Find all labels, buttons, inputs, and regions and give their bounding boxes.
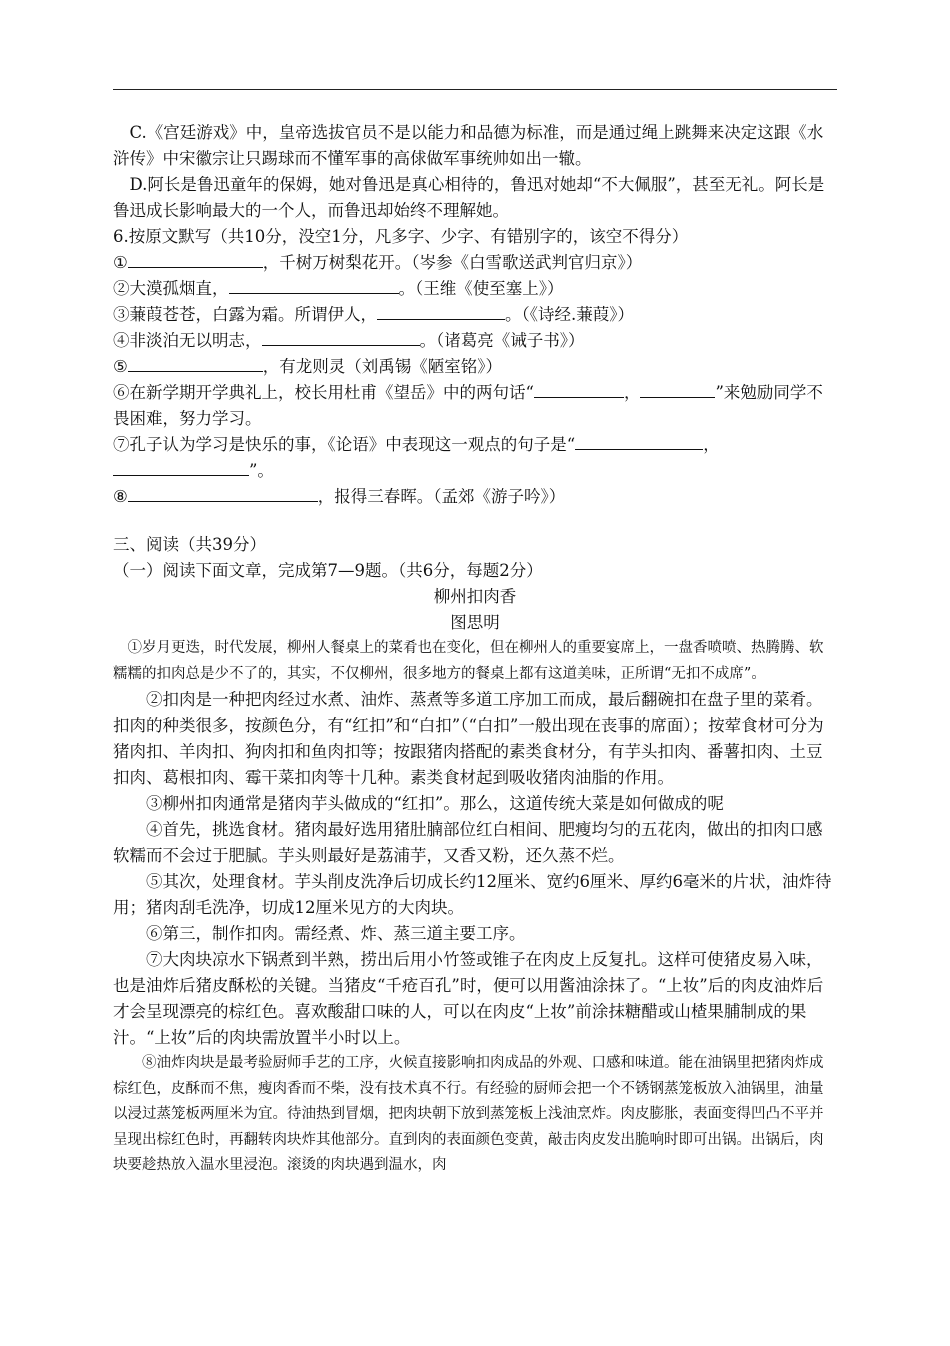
item-4-text-a: ④非淡泊无以明志，: [113, 331, 262, 350]
paragraph-2: ②扣肉是一种把肉经过水煮、油炸、蒸煮等多道工序加工而成，最后翻碗扣在盘子里的菜肴。扣肉的种类很多，按颜色分，有“红扣”和“白扣”（“白扣”一般出现在丧事的席面）；按荤食材可分为猪肉扣、羊肉扣、狗肉扣和鱼肉扣等；按跟猪肉搭配的素类食材分，有芋头扣肉、番薯扣肉、土豆扣肉、葛根扣肉、霉干菜扣肉等十几种。素类食材起到吸收猪肉油脂的作用。: [113, 690, 824, 787]
article-title: 柳州扣肉香: [433, 587, 517, 606]
item-7-comma: ，: [703, 435, 720, 454]
item-3-text-a: ③蒹葭苍苍，白露为霜。所谓伊人，: [113, 305, 377, 324]
item-5-number: ⑤: [113, 357, 128, 376]
blank-6a[interactable]: [534, 382, 624, 398]
item-7-text-c: ”。: [249, 461, 274, 480]
dictation-item-3: [113, 302, 837, 328]
blank-1[interactable]: [128, 252, 263, 268]
dictation-item-5: [113, 354, 837, 380]
item-6-comma: ，: [623, 383, 641, 402]
paragraph-4: ④首先，挑选食材。猪肉最好选用猪肚腩部位红白相间、肥瘦均匀的五花肉，做出的扣肉口感软糯而不会过于肥腻。芋头则最好是荔浦芋，又香又粉，还久蒸不烂。: [113, 820, 823, 865]
dictation-item-2: [113, 276, 837, 302]
item-6-text-c: ”来勉励同学不畏困难，努力学习。: [113, 383, 823, 428]
item-6-text-a: ⑥在新学期开学典礼上，校长用杜甫《望岳》中的两句话“: [113, 383, 534, 402]
blank-6b[interactable]: [640, 382, 715, 398]
item-1-text: ，千树万树梨花开。（岑参《白雪歌送武判官归京》）: [262, 253, 643, 272]
item-8-text: ，报得三春晖。（孟郊《游子吟》）: [317, 487, 566, 506]
blank-5[interactable]: [128, 356, 263, 372]
header-rule: [113, 89, 837, 90]
article-author: 图思明: [450, 613, 500, 632]
dictation-item-1: [113, 250, 837, 276]
blank-3[interactable]: [377, 304, 505, 320]
paragraph-1: ①岁月更迭，时代发展，柳州人餐桌上的菜肴也在变化，但在柳州人的重要宴席上，一盘香喷喷、热腾腾、软糯糯的扣肉总是少不了的，其实，不仅柳州，很多地方的餐桌上都有这道美味，正所谓“无扣不成席”。: [113, 640, 824, 682]
dictation-item-7: [113, 432, 837, 484]
dictation-item-4: [113, 328, 837, 354]
item-2-text-b: 。（王维《使至塞上》）: [398, 279, 564, 298]
paragraph-5: ⑤其次，处理食材。芋头削皮洗净后切成长约12厘米、宽约6厘米、厚约6毫米的片状，油炸待用；猪肉刮毛洗净，切成12厘米见方的大肉块。: [113, 872, 832, 917]
dictation-item-6: [113, 380, 837, 432]
paragraph-7: ⑦大肉块凉水下锅煮到半熟，捞出后用小竹签或锥子在肉皮上反复扎。这样可使猪皮易入味，也是油炸后猪皮酥松的关键。当猪皮“千疮百孔”时，便可以用酱油涂抹了。“上妆”后的肉皮油炸后才会呈现漂亮的棕红色。喜欢酸甜口味的人，可以在肉皮“上妆”前涂抹糖醋或山楂果脯制成的果汁。“上妆”后的肉块需放置半小时以上。: [113, 950, 824, 1047]
item-5-text: ，有龙则灵（刘禹锡《陋室铭》）: [262, 357, 503, 376]
blank-7a[interactable]: [575, 434, 703, 450]
option-d: D.阿长是鲁迅童年的保姆，她对鲁迅是真心相待的，鲁迅对她却“不大佩服”，甚至无礼。阿长是鲁迅成长影响最大的一个人，而鲁迅却始终不理解她。: [113, 175, 825, 220]
item-4-text-b: 。（诸葛亮《诫子书》）: [419, 331, 585, 350]
blank-7b[interactable]: [113, 460, 249, 476]
question-6-title: 6.按原文默写（共10分，没空1分，凡多字、少字、有错别字的，该空不得分）: [113, 227, 689, 246]
item-2-text-a: ②大漠孤烟直，: [113, 279, 229, 298]
item-3-text-b: 。（《诗经.蒹葭》）: [505, 305, 634, 324]
dictation-item-8: [113, 484, 837, 510]
paragraph-8: ⑧油炸肉块是最考验厨师手艺的工序，火候直接影响扣肉成品的外观、口感和味道。能在油锅里把猪肉炸成棕红色，皮酥而不焦，瘦肉香而不柴，没有技术真不行。有经验的厨师会把一个不锈钢蒸笼板放入油锅里，油量以浸过蒸笼板两厘米为宜。待油热到冒烟，把肉块朝下放到蒸笼板上浅油烹炸。肉皮膨胀，表面变得凹凸不平并呈现出棕红色时，再翻转肉块炸其他部分。直到肉的表面颜色变黄，敲击肉皮发出脆响时即可出锅。出锅后，肉块要趁热放入温水里浸泡。滚烫的肉块遇到温水，肉: [113, 1055, 824, 1173]
item-1-number: ①: [113, 253, 128, 272]
item-8-number: ⑧: [113, 487, 128, 506]
section-title: 三、阅读（共39分）: [113, 535, 266, 554]
paragraph-6: ⑥第三，制作扣肉。需经煮、炸、蒸三道主要工序。: [146, 924, 526, 943]
reading-subtitle: （一）阅读下面文章，完成第7—9题。（共6分，每题2分）: [113, 561, 543, 580]
blank-4[interactable]: [262, 330, 420, 346]
blank-8[interactable]: [128, 486, 318, 502]
option-c: C.《宫廷游戏》中，皇帝选拔官员不是以能力和品德为标准，而是通过绳上跳舞来决定这跟《水浒传》中宋徽宗让只踢球而不懂军事的高俅做军事统帅如出一辙。: [113, 123, 824, 168]
page-content: [113, 120, 837, 1179]
paragraph-3: ③柳州扣肉通常是猪肉芋头做成的“红扣”。那么，这道传统大菜是如何做成的呢: [146, 794, 724, 813]
blank-2[interactable]: [229, 278, 399, 294]
item-7-text-a: ⑦孔子认为学习是快乐的事，《论语》中表现这一观点的句子是“: [113, 435, 576, 454]
